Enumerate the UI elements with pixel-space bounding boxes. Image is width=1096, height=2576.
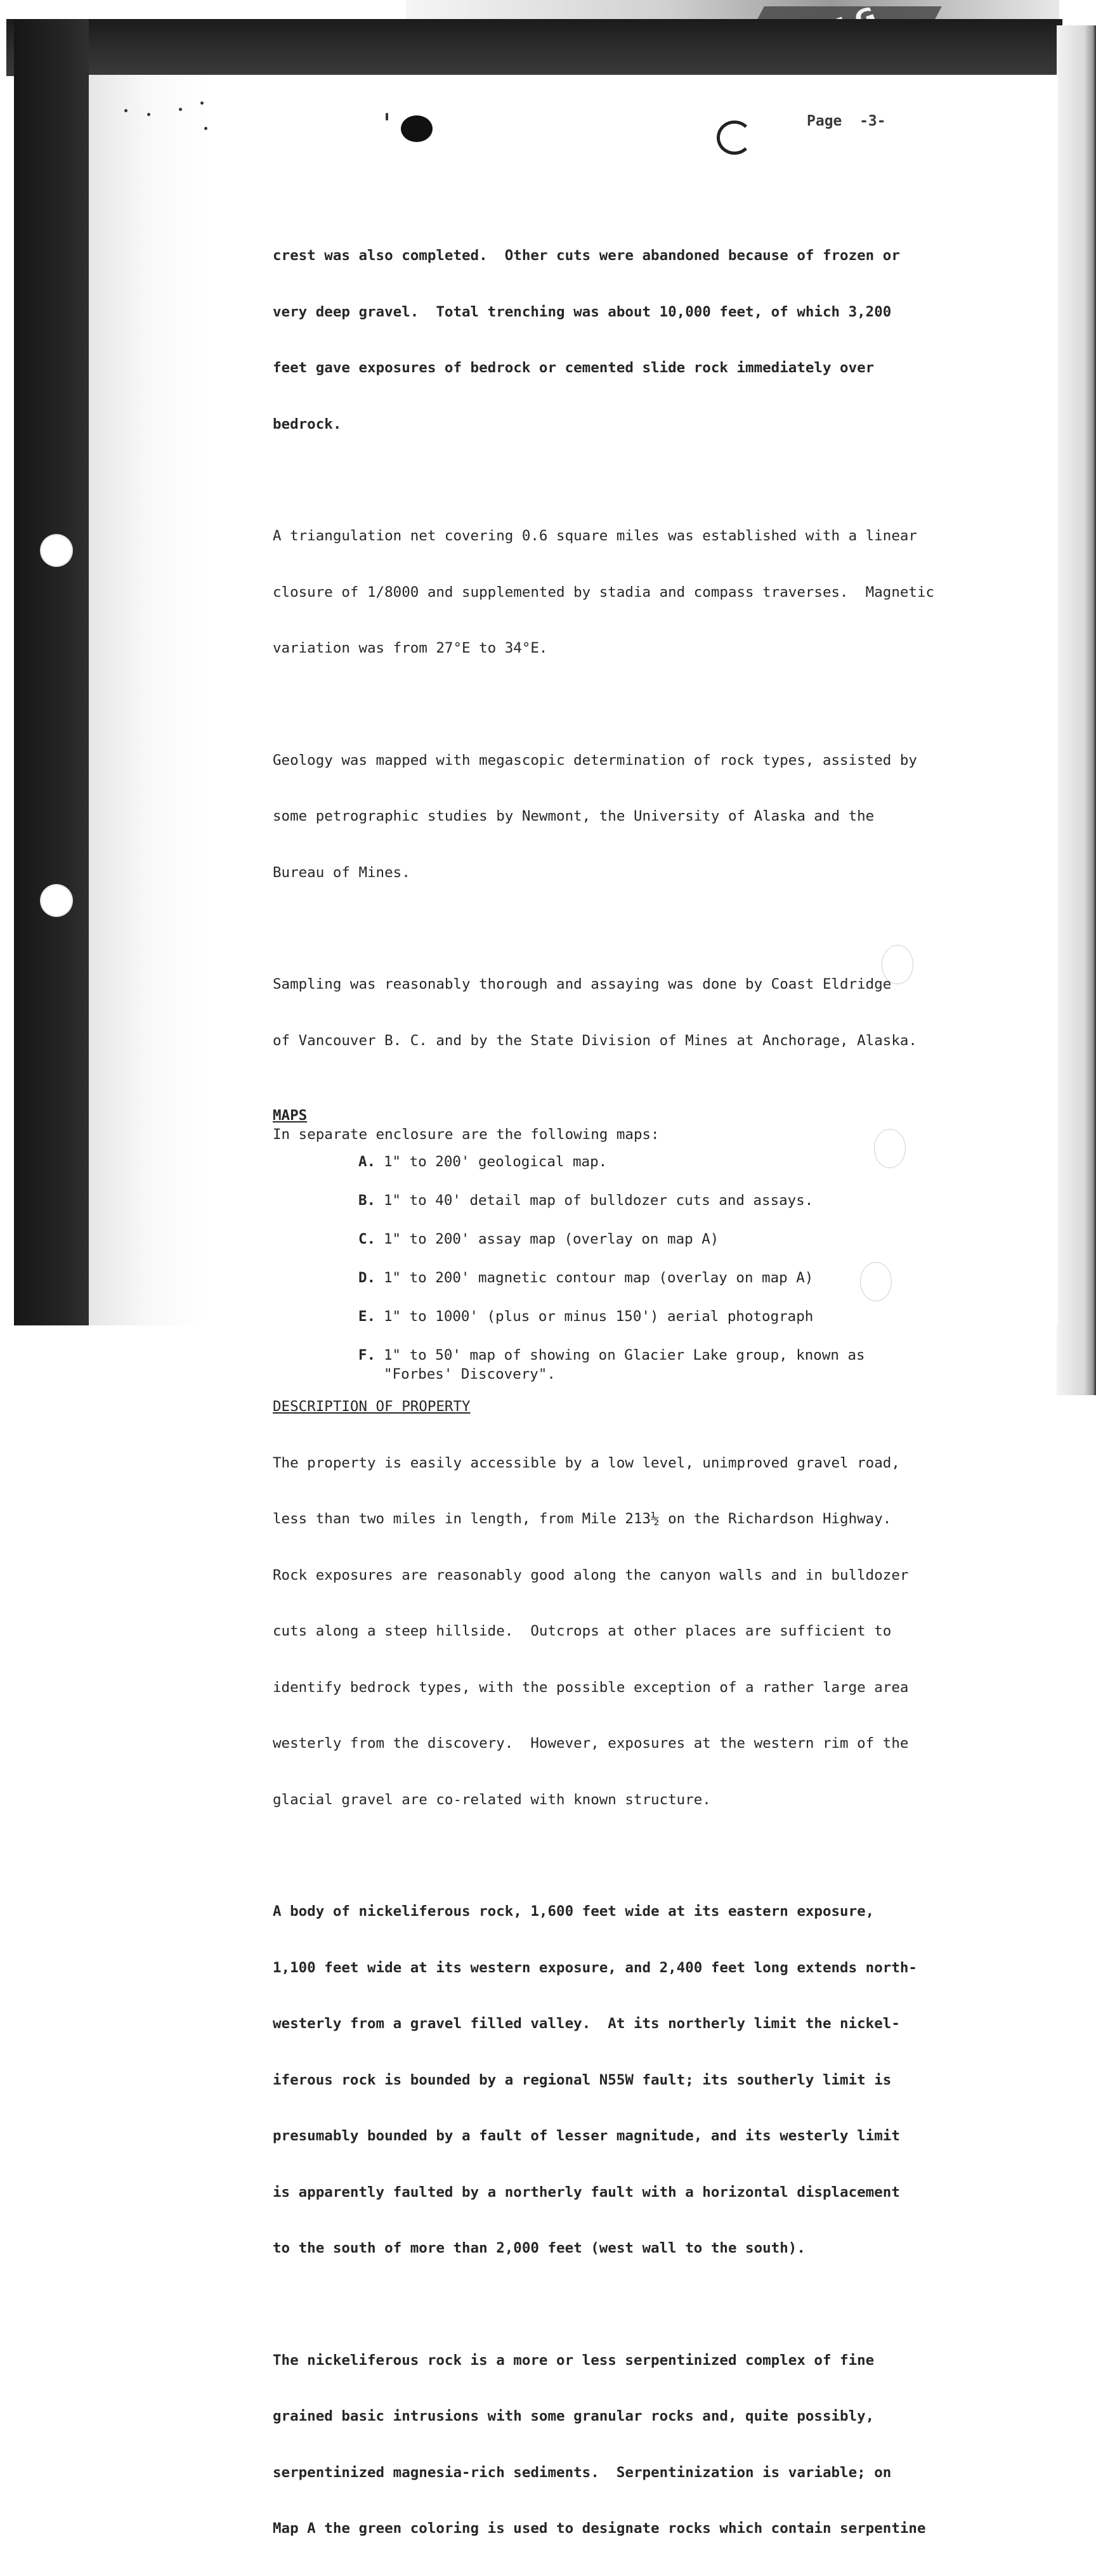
text-line: presumably bounded by a fault of lesser magnitude, and its westerly limit	[273, 2128, 900, 2144]
text-line: some petrographic studies by Newmont, the University of Alaska and the	[273, 808, 875, 824]
scan-border-right	[1057, 25, 1096, 1395]
list-item-letter: E.	[358, 1308, 376, 1325]
list-item-letter: C.	[358, 1231, 376, 1247]
list-item-text: 1" to 1000' (plus or minus 150') aerial photograph	[384, 1308, 814, 1325]
text-line: The property is easily accessible by a low level, unimproved gravel road,	[273, 1454, 900, 1471]
document-body	[273, 209, 1008, 2576]
punch-hole-icon	[40, 884, 73, 917]
list-item	[358, 1153, 1008, 1192]
list-item-letter: B.	[358, 1192, 376, 1209]
speck	[179, 108, 182, 111]
text-line: Map A the green coloring is used to designate rocks which contain serpentine	[273, 2520, 926, 2537]
speck	[147, 113, 150, 116]
text-line: cuts along a steep hillside. Outcrops at other places are sufficient to	[273, 1623, 892, 1639]
text-line: less than two miles in length, from Mile 213½ on the Richardson Highway.	[273, 1511, 892, 1527]
text-line: A triangulation net covering 0.6 square miles was established with a linear	[273, 528, 917, 544]
punch-hole-icon	[40, 534, 73, 567]
paragraph-access	[273, 1417, 1008, 1847]
speck	[124, 109, 127, 112]
list-item	[358, 1192, 1008, 1230]
list-item-letter: D.	[358, 1270, 376, 1286]
list-item-text: 1" to 200' assay map (overlay on map A)	[384, 1231, 719, 1247]
text-line: identify bedrock types, with the possible exception of a rather large area	[273, 1679, 909, 1696]
text-line: Bureau of Mines.	[273, 864, 410, 881]
list-item-text: 1" to 200' magnetic contour map (overlay on map A)	[384, 1270, 814, 1286]
list-item-text: 1" to 200' geological map.	[384, 1154, 608, 1170]
text-line: of Vancouver B. C. and by the State Division of Mines at Anchorage, Alaska.	[273, 1032, 917, 1049]
list-item	[358, 1269, 1008, 1308]
section-heading-maps: MAPS	[273, 1107, 308, 1124]
scan-border-left	[14, 19, 89, 1325]
speck	[204, 127, 207, 130]
paragraph-geology	[273, 714, 1008, 920]
text-line: 1,100 feet wide at its western exposure, and 2,400 feet long extends north-	[273, 1959, 917, 1976]
text-line: Sampling was reasonably thorough and assaying was done by Coast Eldridge	[273, 976, 892, 992]
speck	[386, 113, 388, 120]
text-line: closure of 1/8000 and supplemented by stadia and compass traverses. Magnetic	[273, 583, 935, 601]
paragraph-nickeliferous-body	[273, 1865, 1008, 2296]
page-number: Page -3-	[807, 113, 886, 129]
speck	[200, 101, 204, 105]
list-item-text: 1" to 50' map of showing on Glacier Lake group, known as "Forbes' Discovery".	[384, 1347, 865, 1382]
text-line: grained basic intrusions with some granular rocks and, quite possibly,	[273, 2408, 875, 2424]
text-line: very deep gravel. Total trenching was about 10,000 feet, of which 3,200	[273, 303, 892, 320]
section-heading-description: DESCRIPTION OF PROPERTY	[273, 1398, 471, 1415]
list-item	[358, 1308, 1008, 1346]
text-line: variation was from 27°E to 34°E.	[273, 640, 548, 656]
list-item-letter: F.	[358, 1347, 376, 1363]
text-line: westerly from the discovery. However, exposures at the western rim of the	[273, 1735, 909, 1752]
text-line: is apparently faulted by a northerly fault with a horizontal displacement	[273, 2183, 900, 2201]
list-item	[358, 1230, 1008, 1269]
text-line: serpentinized magnesia-rich sediments. Serpentinization is variable; on	[273, 2464, 892, 2481]
list-item	[358, 1346, 1008, 1384]
text-line: westerly from a gravel filled valley. At its northerly limit the nickel-	[273, 2015, 900, 2032]
text-line: Geology was mapped with megascopic determination of rock types, assisted by	[273, 751, 917, 769]
text-line: glacial gravel are co-related with known structure.	[273, 1791, 711, 1808]
list-item-text: 1" to 40' detail map of bulldozer cuts and assays.	[384, 1192, 814, 1209]
binder-hole-icon	[401, 115, 433, 142]
text-line: Rock exposures are reasonably good along the canyon walls and in bulldozer	[273, 1566, 909, 1584]
maps-list	[358, 1153, 1008, 1384]
list-item-letter: A.	[358, 1154, 376, 1170]
binder-hole-icon	[717, 120, 752, 155]
text-line: The nickeliferous rock is a more or less serpentinized complex of fine	[273, 2352, 875, 2369]
paragraph-sampling	[273, 938, 1008, 1088]
paragraph-triangulation	[273, 490, 1008, 696]
text-line: crest was also completed. Other cuts were abandoned because of frozen or	[273, 247, 900, 264]
scan-border-top	[6, 19, 1062, 76]
paragraph-trenching	[273, 209, 1008, 471]
text-line: to the south of more than 2,000 feet (west wall to the south).	[273, 2240, 806, 2256]
maps-intro: In separate enclosure are the following maps:	[273, 1126, 660, 1143]
text-line: A body of nickeliferous rock, 1,600 feet wide at its eastern exposure,	[273, 1903, 875, 1920]
text-line: iferous rock is bounded by a regional N55W fault; its southerly limit is	[273, 2071, 892, 2088]
text-line: feet gave exposures of bedrock or cemented slide rock immediately over	[273, 360, 875, 376]
paragraph-serpentinized	[273, 2314, 1008, 2576]
text-line: bedrock.	[273, 415, 342, 433]
